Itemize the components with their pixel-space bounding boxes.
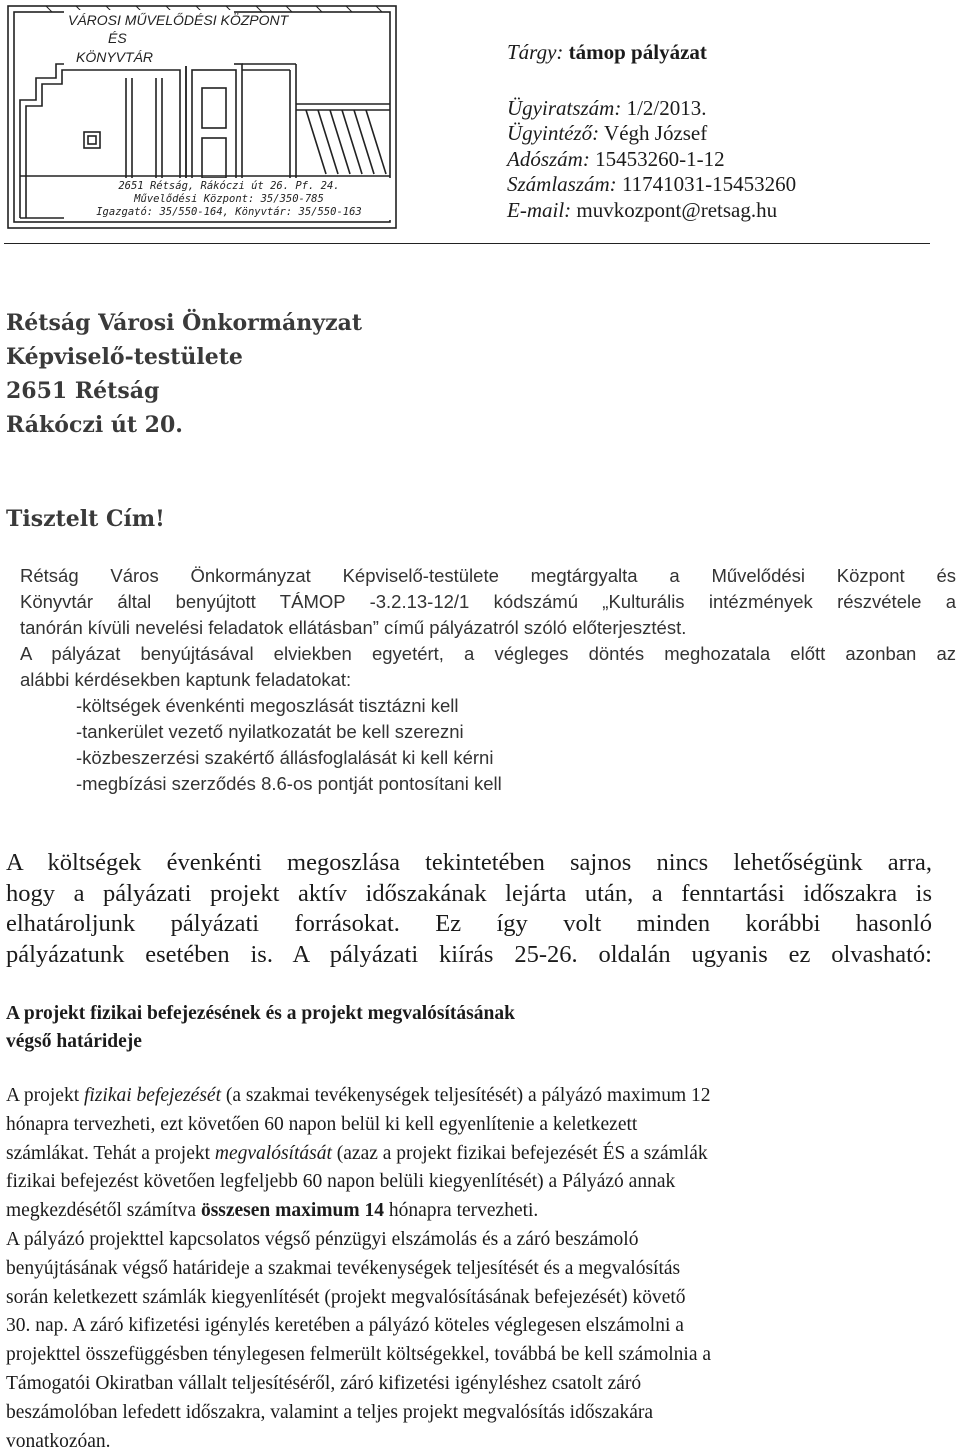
- paragraph-line: A pályázó projekttel kapcsolatos végső pénzügyi elszámolás és a záró beszámoló: [6, 1228, 639, 1250]
- paragraph-line: A költségek évenkénti megoszlása tekintetében sajnos nincs lehetőségünk arra,: [6, 849, 932, 876]
- letterhead-logo: [6, 4, 398, 230]
- paragraph-line: fizikai befejezést követően legfeljebb 60 napon belüli kiegyenlítését) a Pályázó annak: [6, 1171, 676, 1193]
- subject-value: támop pályázat: [568, 40, 707, 64]
- task-list-item: -tankerület vezető nyilatkozatát be kell szerezni: [76, 721, 464, 742]
- org-name-line2: ÉS: [108, 30, 127, 46]
- paragraph-line: tanórán kívüli nevelési feladatok ellátásban” című pályázatról szóló előterjesztést.: [20, 617, 687, 638]
- account-number-value: 11741031-15453260: [621, 172, 797, 196]
- account-number-line: [507, 172, 796, 197]
- file-number-label: Ügyiratszám:: [507, 96, 622, 120]
- addressee-line1: Rétság Városi Önkormányzat: [6, 310, 362, 336]
- paragraph-cost-distribution: [6, 848, 932, 970]
- task-list-item: -költségek évenkénti megoszlását tisztázni kell: [76, 695, 459, 716]
- quote-heading: [6, 1000, 515, 1056]
- paragraph-line: elhatároljunk pályázati forrásokat. Ez így volt minden korábbi hasonló: [6, 910, 932, 937]
- paragraph-quote: [6, 1082, 932, 1456]
- addressee-line2: Képviselő-testülete: [6, 344, 243, 370]
- paragraph-line: hónapra tervezheti, ezt követően 60 napon belül ki kell egyenlítenie a keletkezett: [6, 1113, 638, 1135]
- org-name-line1: VÁROSI MŰVELŐDÉSI KÖZPONT: [68, 12, 289, 28]
- subject-label: Tárgy:: [507, 40, 564, 64]
- paragraph-line: során keletkezett számlák kiegyenlítését (projekt megvalósításának befejezését) követő: [6, 1286, 686, 1308]
- org-address: 2651 Rétság, Rákóczi út 26. Pf. 24.: [118, 180, 340, 192]
- paragraph-line: pályázatunk esetében is. A pályázati kiírás 25-26. oldalán ugyanis ez olvasható:: [6, 940, 932, 968]
- paragraph-line: benyújtásának végső határideje a szakmai tevékenységek teljesítését és a megvalósítás: [6, 1257, 681, 1279]
- paragraph-line: megkezdésétől számítva összesen maximum 14 hónapra tervezheti.: [6, 1200, 539, 1222]
- header-divider: [4, 243, 930, 244]
- task-list-item: -megbízási szerződés 8.6-os pontját pontosítani kell: [76, 773, 502, 794]
- org-name-line3: KÖNYVTÁR: [76, 49, 154, 65]
- paragraph-line: A projekt fizikai befejezését (a szakmai tevékenységek teljesítését) a pályázó maximum 12: [6, 1085, 711, 1106]
- email-label: E-mail:: [507, 198, 572, 222]
- paragraph-line: A pályázat benyújtásával elviekben egyetért, a végleges döntés meghozatala előtt azonban az: [20, 643, 956, 664]
- paragraph-decision: [20, 563, 956, 797]
- paragraph-line: vonatkozóan.: [6, 1430, 111, 1452]
- paragraph-line: alábbi kérdésekben kaptunk feladatokat:: [20, 669, 352, 690]
- file-number-line: [507, 96, 707, 121]
- tax-number-label: Adószám:: [507, 147, 590, 171]
- email-value: muvkozpont@retsag.hu: [576, 198, 778, 222]
- handler-value: Végh József: [604, 121, 708, 145]
- file-number-value: 1/2/2013.: [626, 96, 707, 120]
- email-line: [507, 198, 777, 223]
- addressee-block: [6, 306, 362, 442]
- paragraph-line: hogy a pályázati projekt aktív időszakának lejárta után, a fenntartási időszakra is: [6, 879, 932, 907]
- paragraph-line: Rétság Város Önkormányzat Képviselő-testülete megtárgyalta a Művelődési Központ és: [20, 565, 956, 586]
- org-phone-center: Művelődési Központ: 35/350-785: [134, 193, 324, 205]
- addressee-line4: Rákóczi út 20.: [6, 412, 183, 438]
- account-number-label: Számlaszám:: [507, 172, 617, 196]
- paragraph-line: 30. nap. A záró kifizetési igénylés keretében a pályázó köteles véglegesen elszámolni a: [6, 1315, 684, 1337]
- task-list-item: -közbeszerzési szakértő állásfoglalását ki kell kérni: [76, 747, 494, 768]
- subject-line: [507, 40, 707, 65]
- tax-number-value: 15453260-1-12: [595, 147, 725, 171]
- org-phone-director: Igazgató: 35/550-164, Könyvtár: 35/550-163: [96, 206, 362, 218]
- quote-heading-line2: végső határideje: [6, 1031, 142, 1052]
- quote-heading-line1: A projekt fizikai befejezésének és a projekt megvalósításának: [6, 1003, 515, 1024]
- paragraph-line: Támogatói Okiratban vállalt teljesítéséről, záró kifizetési igényléshez csatolt záró: [6, 1372, 642, 1394]
- paragraph-line: beszámolóban lefedett időszakra, valamint a teljes projekt megvalósítás időszakára: [6, 1401, 654, 1423]
- paragraph-line: Könyvtár által benyújtott TÁMOP -3.2.13-12/1 kódszámú „Kulturális intézmények részvétele a: [20, 591, 956, 612]
- paragraph-line: számlákat. Tehát a projekt megvalósítását (azaz a projekt fizikai befejezését ÉS a számlák: [6, 1142, 708, 1164]
- addressee-line3: 2651 Rétság: [6, 378, 160, 404]
- salutation: Tisztelt Cím!: [6, 506, 165, 532]
- tax-number-line: [507, 147, 725, 172]
- handler-line: [507, 121, 707, 146]
- paragraph-line: projekttel összefüggésben ténylegesen felmerült költségekkel, továbbá be kell számolnia a: [6, 1344, 712, 1366]
- handler-label: Ügyintéző:: [507, 121, 600, 145]
